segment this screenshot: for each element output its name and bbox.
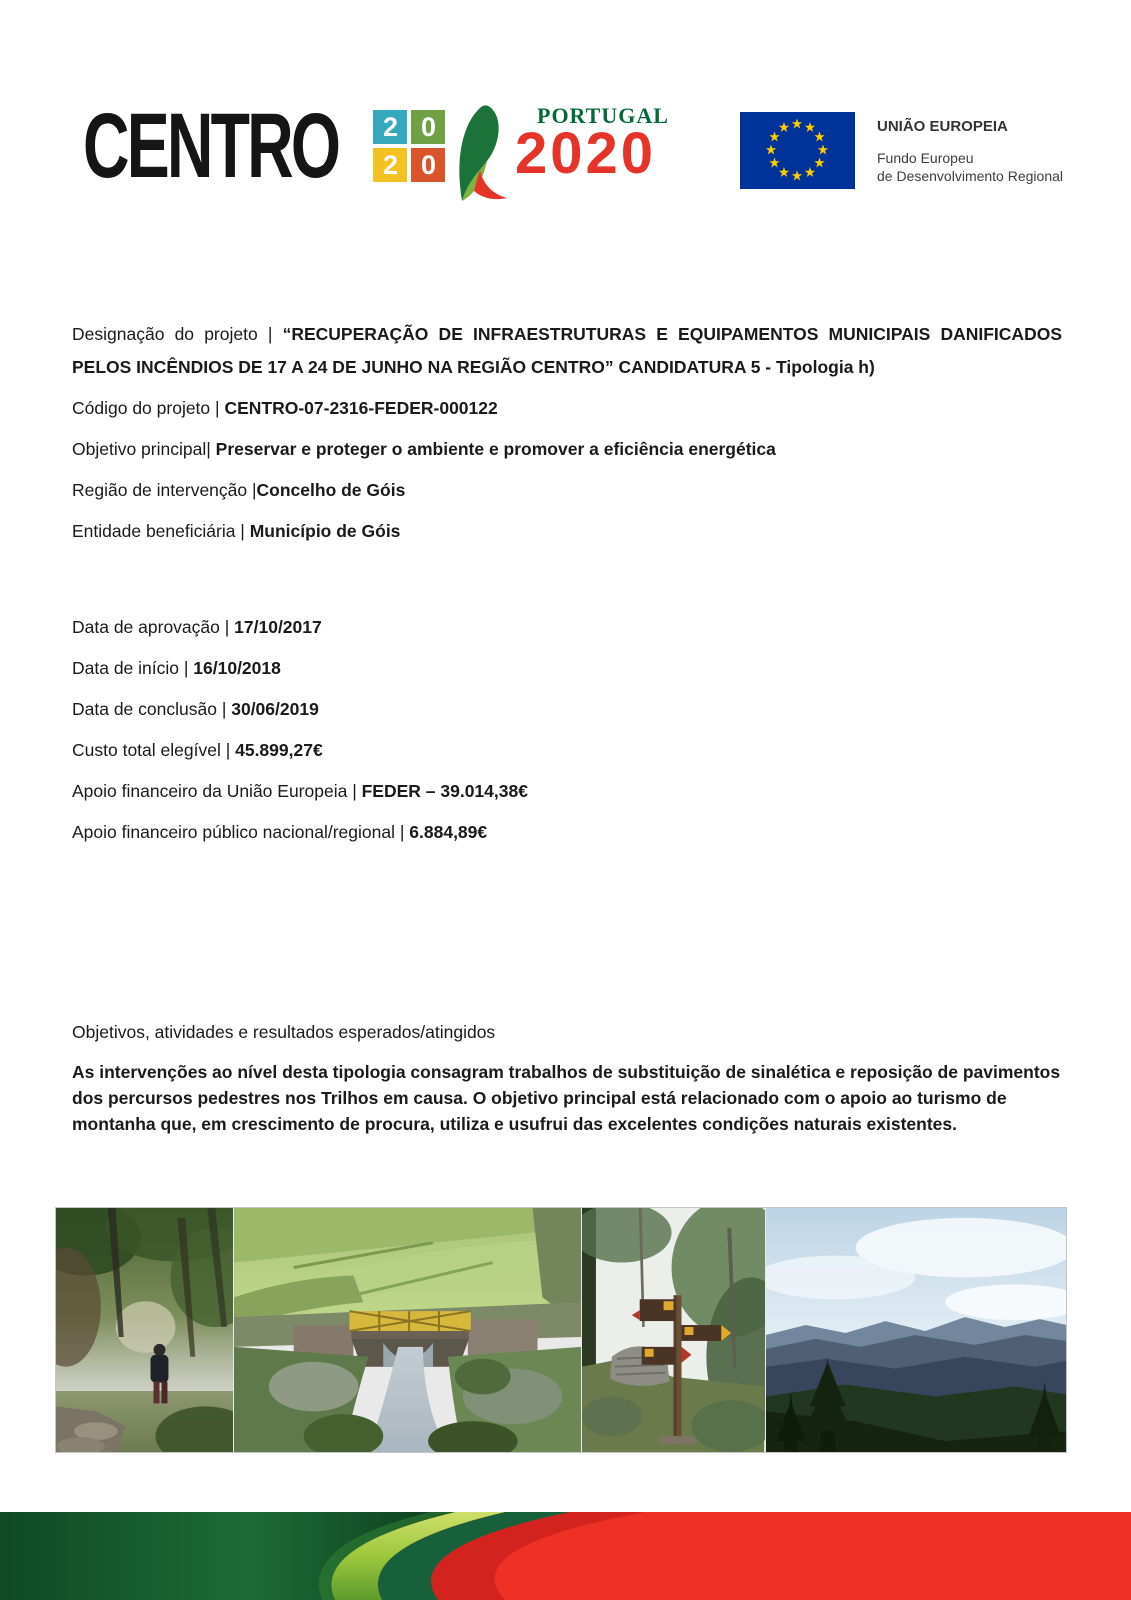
- eu-logo-subtitle-line2: de Desenvolvimento Regional: [877, 168, 1063, 184]
- field-value: 16/10/2018: [193, 658, 281, 678]
- field-label: Apoio financeiro público nacional/regional |: [72, 822, 410, 842]
- objectives-paragraph: As intervenções ao nível desta tipologia consagram trabalhos de substituição de sinalética e reposição de pavimentos dos percursos pedestres nos Trilhos em causa. O objetivo principal está relacionado com o apoio ao turismo de montanha que, em crescimento de procura, utiliza e usufrui das excelentes condições naturais existentes.: [72, 1062, 1061, 1134]
- field-label: Entidade beneficiária |: [72, 521, 250, 541]
- field-label: Data de aprovação |: [72, 617, 235, 637]
- portugal-logo-2020: 2020: [515, 121, 657, 186]
- eu-logo-title: UNIÃO EUROPEIA: [877, 118, 1008, 135]
- field-apoio-nacional: [72, 816, 1062, 849]
- centro-2020-logo: [83, 95, 445, 197]
- field-label: Região de intervenção |: [72, 480, 257, 500]
- footer-swoosh-graphic: [0, 1512, 1131, 1600]
- field-regiao-intervencao: [72, 474, 1062, 507]
- field-designacao-projeto: [72, 318, 1062, 384]
- field-value: 30/06/2019: [231, 699, 319, 719]
- field-label: Designação do projeto |: [72, 324, 283, 344]
- field-value: 17/10/2017: [234, 617, 322, 637]
- photo-trail-signpost: [582, 1208, 764, 1452]
- centro-square-0-orange: 0: [411, 148, 445, 182]
- project-details: [72, 318, 1062, 1137]
- portugal-2020-leaf-icon: [447, 104, 509, 204]
- objectives-heading: Objetivos, atividades e resultados esperados/atingidos: [72, 1022, 496, 1042]
- field-label: Código do projeto |: [72, 398, 225, 418]
- centro-square-2-yellow: 2: [373, 148, 407, 182]
- centro-logo-wordmark: CENTRO: [83, 95, 339, 197]
- eu-logo: [740, 112, 1063, 189]
- field-entidade-beneficiaria: [72, 515, 1062, 548]
- field-value: Município de Góis: [249, 521, 401, 541]
- field-data-inicio: [72, 652, 1062, 685]
- field-label: Custo total elegível |: [72, 740, 236, 760]
- field-value: Concelho de Góis: [256, 480, 406, 500]
- field-data-aprovacao: [72, 611, 1062, 644]
- field-label: Data de conclusão |: [72, 699, 232, 719]
- photo-mountain-valley-view: [766, 1208, 1067, 1452]
- field-value: 6.884,89€: [409, 822, 488, 842]
- field-value: FEDER – 39.014,38€: [361, 781, 528, 801]
- field-objetivo-principal: [72, 433, 1062, 466]
- eu-flag-icon: [740, 112, 855, 189]
- photo-strip: [55, 1207, 1067, 1453]
- field-value: 45.899,27€: [235, 740, 323, 760]
- footer-brand-band: [0, 1512, 1131, 1600]
- field-value: “RECUPERAÇÃO DE INFRAESTRUTURAS E EQUIPAMENTOS MUNICIPAIS DANIFICADOS PELOS INCÊNDIOS DE 17 A 24 DE JUNHO NA REGIÃO CENTRO” CANDIDATURA 5 - Tipologia h): [72, 324, 1062, 377]
- field-codigo-projeto: [72, 392, 1062, 425]
- field-data-conclusao: [72, 693, 1062, 726]
- photo-stone-bridge-over-stream: [234, 1208, 581, 1452]
- portugal-2020-logo: [447, 104, 669, 204]
- centro-square-2-teal: 2: [373, 110, 407, 144]
- field-label: Objetivo principal|: [72, 439, 216, 459]
- centro-square-0-green: 0: [411, 110, 445, 144]
- field-value: Preservar e proteger o ambiente e promover a eficiência energética: [215, 439, 776, 459]
- portugal-logo-wordmark: PORTUGAL: [537, 103, 669, 128]
- field-apoio-ue: [72, 775, 1062, 808]
- field-label: Data de início |: [72, 658, 194, 678]
- centro-logo-2020-squares: [373, 110, 445, 182]
- field-value: CENTRO-07-2316-FEDER-000122: [224, 398, 498, 418]
- field-label: Apoio financeiro da União Europeia |: [72, 781, 362, 801]
- field-custo-total: [72, 734, 1062, 767]
- photo-hiker-on-forest-trail: [56, 1208, 233, 1452]
- eu-logo-subtitle-line1: Fundo Europeu: [877, 150, 974, 166]
